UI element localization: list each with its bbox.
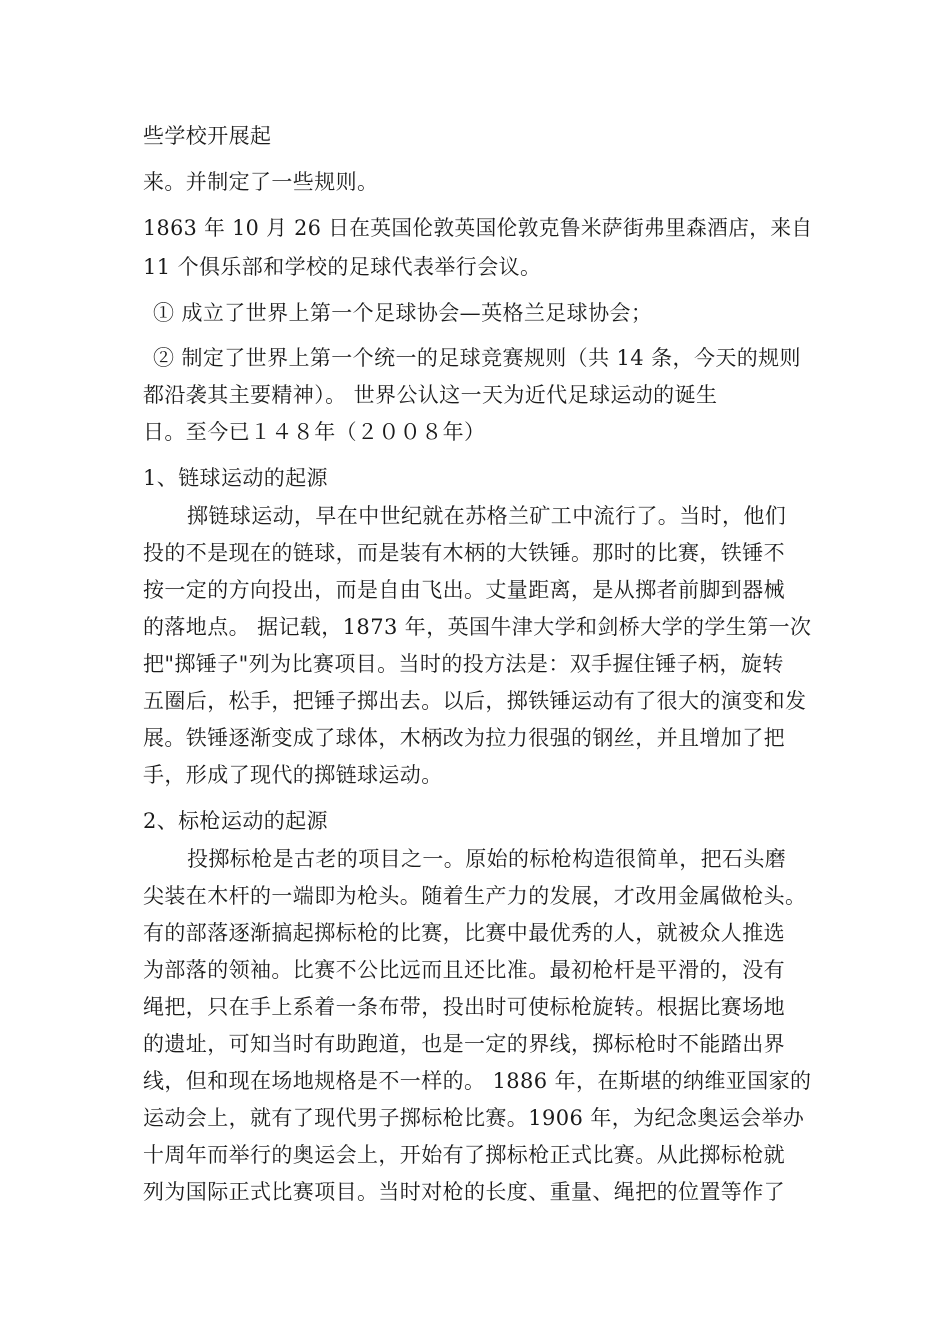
text-line: 11 个俱乐部和学校的足球代表举行会议。 xyxy=(143,255,542,279)
list-item: ① 成立了世界上第一个足球协会—英格兰足球协会； xyxy=(153,301,653,325)
text-line: 日。至今已１４８年（２００８年） xyxy=(143,420,486,444)
text-line: 尖装在木杆的一端即为枪头。随着生产力的发展，才改用金属做枪头。 xyxy=(143,884,807,908)
text-line: 绳把，只在手上系着一条布带，投出时可使标枪旋转。根据比赛场地 xyxy=(143,995,785,1019)
section-heading: 1、链球运动的起源 xyxy=(143,466,328,490)
text-line: 把"掷锤子"列为比赛项目。当时的投方法是：双手握住锤子柄，旋转 xyxy=(143,652,784,676)
text-line: 列为国际正式比赛项目。当时对枪的长度、重量、绳把的位置等作了 xyxy=(143,1180,785,1204)
text-line: 的落地点。 据记载，1873 年，英国牛津大学和剑桥大学的学生第一次 xyxy=(143,615,812,639)
text-line: 按一定的方向投出，而是自由飞出。丈量距离，是从掷者前脚到器械 xyxy=(143,578,785,602)
text-line: 投掷标枪是古老的项目之一。原始的标枪构造很简单，把石头磨 xyxy=(187,847,787,871)
text-line: 些学校开展起 xyxy=(143,124,272,148)
text-line: 线，但和现在场地规格是不一样的。 1886 年，在斯堪的纳维亚国家的 xyxy=(143,1069,812,1093)
text-line: 运动会上，就有了现代男子掷标枪比赛。1906 年，为纪念奥运会举办 xyxy=(143,1106,805,1130)
text-line: 都沿袭其主要精神）。 世界公认这一天为近代足球运动的诞生 xyxy=(143,383,718,407)
text-line: 投的不是现在的链球，而是装有木柄的大铁锤。那时的比赛，铁锤不 xyxy=(143,541,785,565)
text-line: 为部落的领袖。比赛不公比远而且还比准。最初枪杆是平滑的，没有 xyxy=(143,958,785,982)
text-line: 来。并制定了一些规则。 xyxy=(143,170,379,194)
section-heading: 2、标枪运动的起源 xyxy=(143,809,328,833)
text-line: 五圈后，松手，把锤子掷出去。以后，掷铁锤运动有了很大的演变和发 xyxy=(143,689,807,713)
text-line: 的遗址，可知当时有助跑道，也是一定的界线，掷标枪时不能踏出界 xyxy=(143,1032,785,1056)
text-line: 掷链球运动，早在中世纪就在苏格兰矿工中流行了。当时，他们 xyxy=(187,504,787,528)
text-line: 1863 年 10 月 26 日在英国伦敦英国伦敦克鲁米萨街弗里森酒店，来自 xyxy=(143,216,813,240)
text-line: 有的部落逐渐搞起掷标枪的比赛，比赛中最优秀的人，就被众人推选 xyxy=(143,921,785,945)
text-line: 展。铁锤逐渐变成了球体，木柄改为拉力很强的钢丝，并且增加了把 xyxy=(143,726,785,750)
list-item: ② 制定了世界上第一个统一的足球竞赛规则（共 14 条，今天的规则 xyxy=(153,346,801,370)
text-line: 手，形成了现代的掷链球运动。 xyxy=(143,763,443,787)
text-line: 十周年而举行的奥运会上，开始有了掷标枪正式比赛。从此掷标枪就 xyxy=(143,1143,785,1167)
